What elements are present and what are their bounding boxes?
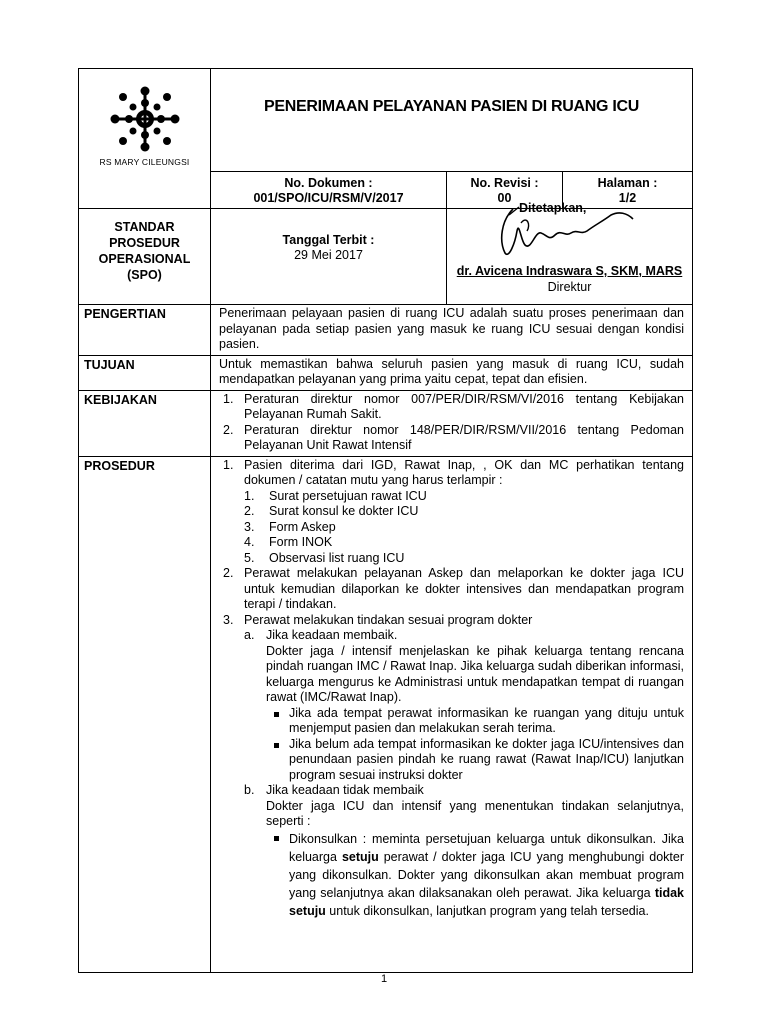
spo-line-2: PROSEDUR bbox=[109, 236, 180, 250]
prosedur-step-2: 2. Perawat melakukan pelayanan Askep dan melaporkan ke dokter jaga ICU untuk kemudian dilaporkan ke dokter intensives dan mendapatkan program terapi / tindakan. bbox=[223, 566, 684, 611]
spo-line-4: (SPO) bbox=[127, 268, 162, 282]
spo-cell bbox=[79, 209, 211, 305]
subcase-b: b. Jika keadaan tidak membaik Dokter jaga ICU dan intensif yang menentukan tindakan selanjutnya, seperti : Dikonsulkan : meminta persetujuan keluarga untuk dikonsulkan. Jika keluarga setuju perawat / dokter jaga ICU yang menghubungi dokter yang dikonsulkan. Dokter yang dikonsulkan akan membuat program yang selanjutnya akan dilaksanakan oleh perawat. Jika keluarga tidak setuju untuk dikonsulkan, lanjutkan program yang telah tersedia. bbox=[244, 783, 684, 918]
hospital-name: RS MARY CILEUNGSI bbox=[99, 157, 190, 167]
bullet-item: Jika ada tempat perawat informasikan ke ruangan yang dituju untuk menjemput pasien dan melakukan serah terima. bbox=[266, 706, 684, 737]
kebijakan-item: 2. Peraturan direktur nomor 148/PER/DIR/RSM/VII/2016 tentang Pedoman Pelayanan Unit Rawat Intensif bbox=[223, 422, 684, 452]
page-number: 1 bbox=[380, 973, 388, 985]
tujuan-text: Untuk memastikan bahwa seluruh pasien yang masuk di ruang ICU, sudah mendapatkan pelayanan yang prima yaitu cepat, tepat dan efisien. bbox=[211, 355, 693, 390]
list-item: 2. Surat konsul ke dokter ICU bbox=[244, 504, 419, 518]
bullet-item: Dikonsulkan : meminta persetujuan keluarga untuk dikonsulkan. Jika keluarga setuju perawat / dokter jaga ICU yang menghubungi dokter yang dikonsulkan. Dokter yang dikonsulkan akan membuat program yang selanjutnya akan dilaksanakan oleh perawat. Jika keluarga tidak setuju untuk dikonsulkan, lanjutkan program yang telah tersedia. bbox=[266, 830, 684, 920]
signer-title: Direktur bbox=[547, 280, 592, 294]
tanggal-terbit-label: Tanggal Terbit : bbox=[282, 233, 375, 247]
pengertian-text: Penerimaan pelayaan pasien di ruang ICU adalah suatu proses penerimaan dan pelayanan pada setiap pasien yang masuk ke ruang ICU sesuai dengan kondisi pasien. bbox=[211, 305, 693, 356]
no-revisi-value: 00 bbox=[497, 191, 512, 205]
ditetapkan-label: Ditetapkan, bbox=[519, 201, 587, 215]
no-revisi-label: No. Revisi : bbox=[470, 176, 539, 190]
hospital-logo-icon bbox=[103, 81, 187, 157]
signer-name: dr. Avicena Indraswara S, SKM, MARS bbox=[456, 264, 683, 278]
list-item: 1. Surat persetujuan rawat ICU bbox=[244, 488, 427, 503]
prosedur-step-3: 3. Perawat melakukan tindakan sesuai program dokter a. Jika keadaan membaik. Dokter jaga / intensif menjelaskan ke pihak keluarga tentang rencana pindah ruangan IMC / Rawat Inap. Jika keluarga sudah diberikan informasi, keluarga mengurus ke Administrasi untuk mendapatkan tempat di ruangan rawat (IMC/Rawat Inap). Jika ada tempat perawat informasikan ke ruangan yang dituju untuk menjemput pasien dan melakukan serah terima. Jika belum ada tempat informasikan ke dokter jaga ICU/intensives dan penundaan pasien pindah ke ruang rawat (Rawat Inap/ICU) lanjutkan program sesuai instruksi dokter b. Jika keadaan tidak membaik Dokter jaga ICU dan intensif yang menentukan tindakan selanjutnya, seperti : Dikonsulkan : meminta persetujuan keluarga untuk dikonsulkan. Jika keluarga setuju perawat / dokter jaga ICU yang menghubungi dokter yang dikonsulkan. Dokter yang dikonsulkan akan membuat program yang selanjutnya akan dilaksanakan oleh perawat. Jika keluarga tidak setuju untuk dikonsulkan, lanjutkan program yang telah tersedia. bbox=[223, 612, 684, 918]
subcase-a: a. Jika keadaan membaik. Dokter jaga / intensif menjelaskan ke pihak keluarga tentang rencana pindah ruangan IMC / Rawat Inap. Jika keluarga sudah diberikan informasi, keluarga mengurus ke Administrasi untuk mendapatkan tempat di ruangan rawat (IMC/Rawat Inap). Jika ada tempat perawat informasikan ke ruangan yang dituju untuk menjemput pasien dan melakukan serah terima. Jika belum ada tempat informasikan ke dokter jaga ICU/intensives dan penundaan pasien pindah ke ruang rawat (Rawat Inap/ICU) lanjutkan program sesuai instruksi dokter bbox=[244, 628, 684, 782]
no-dokumen-value: 001/SPO/ICU/RSM/V/2017 bbox=[253, 191, 404, 205]
kebijakan-label: KEBIJAKAN bbox=[79, 390, 211, 456]
list-item: 5. Observasi list ruang ICU bbox=[244, 550, 405, 565]
ditetapkan-cell bbox=[447, 201, 693, 305]
list-item: 3. Form Askep bbox=[244, 519, 336, 534]
spo-line-1: STANDAR bbox=[114, 220, 175, 234]
spo-line-3: OPERASIONAL bbox=[98, 252, 191, 266]
list-item: 4. Form INOK bbox=[244, 535, 333, 549]
no-dokumen-cell bbox=[211, 172, 447, 209]
prosedur-step-1: 1. Pasien diterima dari IGD, Rawat Inap, , OK dan MC perhatikan tentang dokumen / catatan mutu yang harus terlampir : 1. Surat persetujuan rawat ICU 2. Surat konsul ke dokter ICU 3. Form Askep 4. Form INOK 5. Observasi list ruang ICU bbox=[223, 457, 684, 565]
prosedur-cell bbox=[211, 456, 693, 972]
halaman-value: 1/2 bbox=[618, 191, 637, 205]
prosedur-label: PROSEDUR bbox=[79, 456, 211, 972]
tanggal-terbit-value: 29 Mei 2017 bbox=[294, 248, 363, 262]
no-dokumen-label: No. Dokumen : bbox=[284, 176, 373, 190]
halaman-label: Halaman : bbox=[597, 176, 658, 190]
kebijakan-item: 1. Peraturan direktur nomor 007/PER/DIR/RSM/VI/2016 tentang Kebijakan Pelayanan Rumah Sakit. bbox=[223, 391, 684, 421]
document-title: PENERIMAAN PELAYANAN PASIEN DI RUANG ICU bbox=[211, 69, 693, 172]
spo-document-table bbox=[78, 68, 693, 973]
hospital-logo-cell bbox=[79, 69, 211, 209]
kebijakan-cell bbox=[211, 390, 693, 456]
pengertian-label: PENGERTIAN bbox=[79, 305, 211, 356]
tanggal-terbit-cell bbox=[211, 209, 447, 305]
tujuan-label: TUJUAN bbox=[79, 355, 211, 390]
bullet-item: Jika belum ada tempat informasikan ke dokter jaga ICU/intensives dan penundaan pasien pindah ke ruang rawat (Rawat Inap/ICU) lanjutkan program sesuai instruksi dokter bbox=[266, 737, 684, 784]
